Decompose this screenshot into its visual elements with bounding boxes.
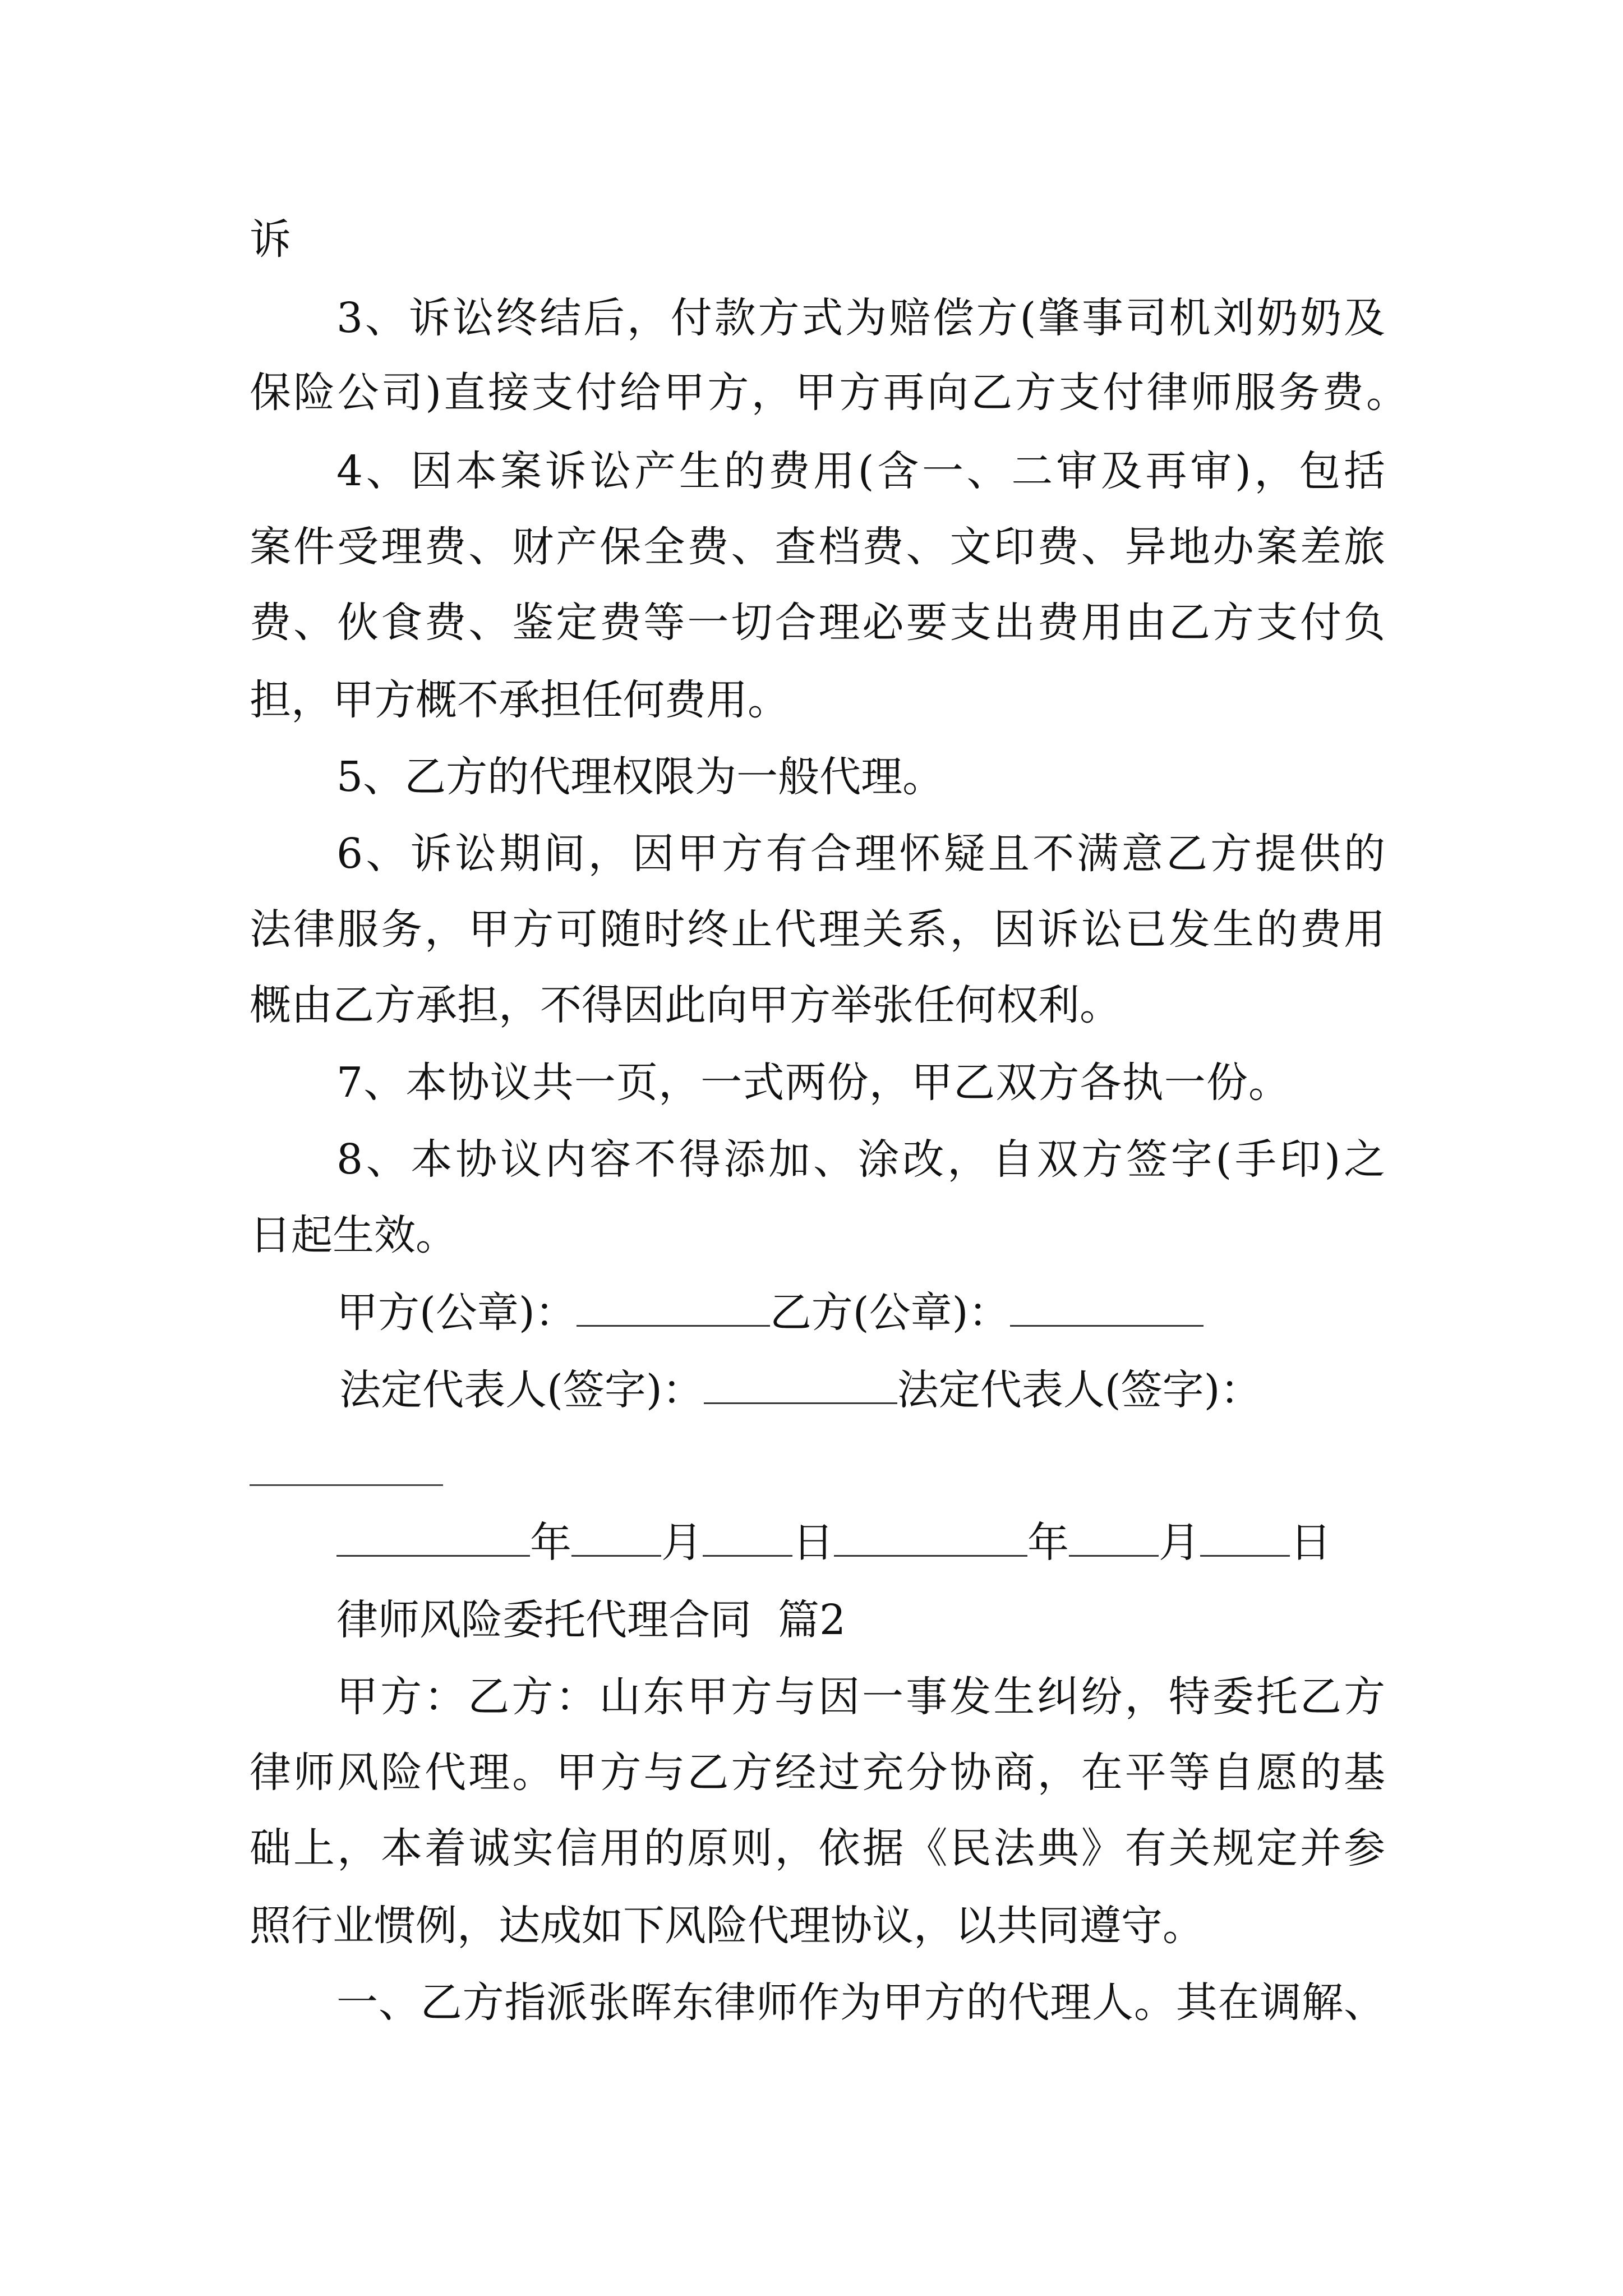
year-b-label: 年 bbox=[1027, 1519, 1069, 1567]
representative-line bbox=[339, 1362, 1262, 1418]
day-a-label: 日 bbox=[792, 1519, 834, 1567]
rep-b-blank bbox=[250, 1484, 443, 1486]
party-a-seal-blank bbox=[577, 1290, 770, 1327]
paragraph-line: 担，甲方概不承担任何费用。 bbox=[250, 676, 789, 724]
year-a-blank bbox=[336, 1520, 530, 1557]
month-a-label: 月 bbox=[661, 1519, 703, 1567]
seal-line bbox=[336, 1285, 1204, 1341]
month-b-blank bbox=[1069, 1520, 1159, 1557]
paragraph-line: 诉 bbox=[250, 215, 291, 264]
party-a-seal-label: 甲方(公章)： bbox=[336, 1289, 577, 1337]
paragraph-line: 照行业惯例，达成如下风险代理协议，以共同遵守。 bbox=[250, 1902, 1204, 1950]
paragraph-line: 一、乙方指派张晖东律师作为甲方的代理人。其在调解、 bbox=[336, 1978, 1385, 2027]
paragraph-line: 甲方：乙方：山东甲方与因一事发生纠纷，特委托乙方 bbox=[336, 1673, 1385, 1721]
month-b-label: 月 bbox=[1159, 1519, 1200, 1567]
paragraph-line: 费、伙食费、鉴定费等一切合理必要支出费用由乙方支付负 bbox=[250, 599, 1385, 647]
day-b-label: 日 bbox=[1290, 1519, 1331, 1567]
day-b-blank bbox=[1200, 1520, 1290, 1557]
paragraph-line: 7、本协议共一页，一式两份，甲乙双方各执一份。 bbox=[336, 1059, 1290, 1107]
year-a-label: 年 bbox=[530, 1519, 571, 1567]
party-b-seal-label: 乙方(公章)： bbox=[769, 1289, 1010, 1337]
paragraph-line: 法律服务，甲方可随时终止代理关系，因诉讼已发生的费用 bbox=[250, 905, 1385, 954]
paragraph-line: 律师风险代理。甲方与乙方经过充分协商，在平等自愿的基 bbox=[250, 1749, 1385, 1797]
paragraph-line: 础上，本着诚实信用的原则，依据《民法典》有关规定并参 bbox=[250, 1824, 1385, 1872]
rep-a-blank bbox=[704, 1368, 897, 1404]
section-title: 律师风险委托代理合同 篇2 bbox=[336, 1596, 846, 1644]
day-a-blank bbox=[703, 1520, 792, 1557]
party-b-seal-blank bbox=[1010, 1290, 1204, 1327]
rep-a-label: 法定代表人(签字)： bbox=[339, 1366, 704, 1414]
paragraph-line: 3、诉讼终结后，付款方式为赔偿方(肇事司机刘奶奶及 bbox=[336, 294, 1385, 342]
rep-b-label: 法定代表人(签字)： bbox=[897, 1366, 1262, 1414]
month-a-blank bbox=[571, 1520, 661, 1557]
date-line bbox=[336, 1515, 1331, 1571]
paragraph-line: 案件受理费、财产保全费、查档费、文印费、异地办案差旅 bbox=[250, 523, 1385, 571]
paragraph-line: 6、诉讼期间，因甲方有合理怀疑且不满意乙方提供的 bbox=[336, 830, 1385, 878]
paragraph-line: 日起生效。 bbox=[250, 1211, 457, 1259]
paragraph-line: 保险公司)直接支付给甲方，甲方再向乙方支付律师服务费。 bbox=[250, 369, 1408, 417]
paragraph-line: 概由乙方承担，不得因此向甲方举张任何权利。 bbox=[250, 981, 1121, 1029]
paragraph-line: 8、本协议内容不得添加、涂改，自双方签字(手印)之 bbox=[336, 1135, 1385, 1184]
paragraph-line: 5、乙方的代理权限为一般代理。 bbox=[336, 753, 944, 801]
year-b-blank bbox=[834, 1520, 1027, 1557]
paragraph-line: 4、因本案诉讼产生的费用(含一、二审及再审)，包括 bbox=[336, 447, 1385, 495]
